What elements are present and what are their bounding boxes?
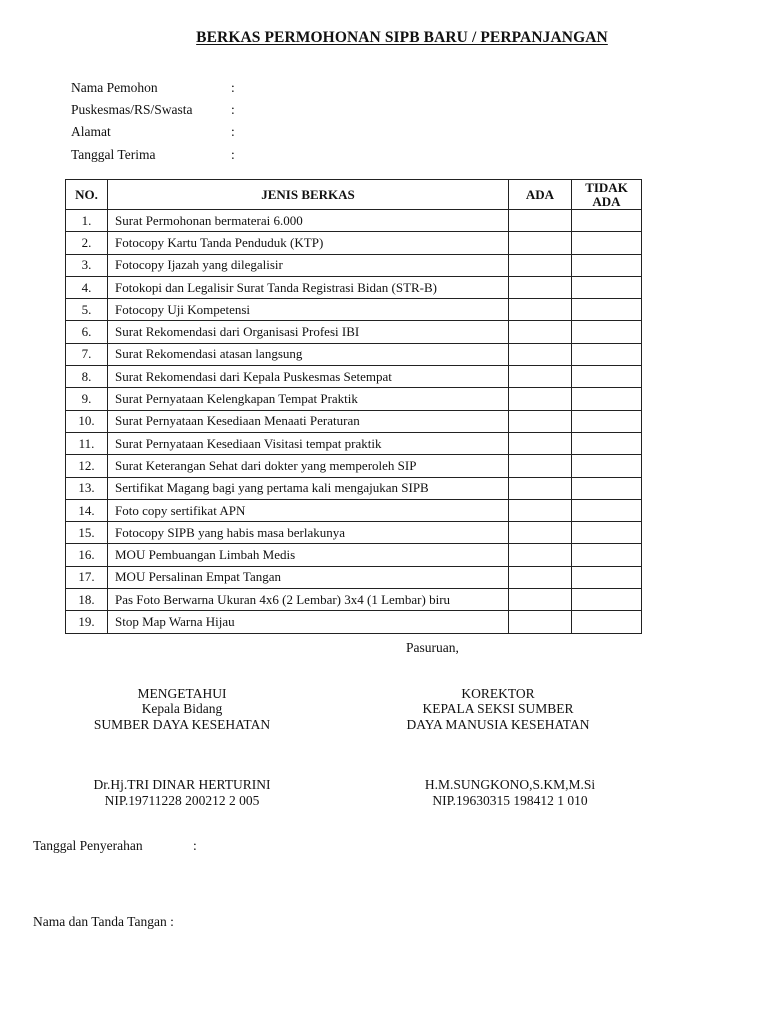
table-row bbox=[66, 299, 642, 321]
row-ada-checkbox-cell[interactable] bbox=[509, 589, 572, 611]
row-number: 6. bbox=[66, 321, 108, 343]
row-tidak-ada-checkbox-cell[interactable] bbox=[572, 499, 642, 521]
row-jenis-berkas: Surat Permohonan bermaterai 6.000 bbox=[108, 210, 509, 232]
row-ada-checkbox-cell[interactable] bbox=[509, 477, 572, 499]
field-separator: : bbox=[231, 102, 235, 117]
row-number: 16. bbox=[66, 544, 108, 566]
row-number: 7. bbox=[66, 343, 108, 365]
field-label: Tanggal Terima bbox=[71, 147, 156, 162]
row-ada-checkbox-cell[interactable] bbox=[509, 254, 572, 276]
field-label: Alamat bbox=[71, 124, 111, 139]
row-ada-checkbox-cell[interactable] bbox=[509, 388, 572, 410]
row-jenis-berkas: Pas Foto Berwarna Ukuran 4x6 (2 Lembar) 3x4 (1 Lembar) biru bbox=[108, 589, 509, 611]
left-sign-nip: NIP.19711228 200212 2 005 bbox=[104, 793, 260, 808]
table-row bbox=[66, 589, 642, 611]
row-tidak-ada-checkbox-cell[interactable] bbox=[572, 544, 642, 566]
table-row bbox=[66, 276, 642, 298]
row-tidak-ada-checkbox-cell[interactable] bbox=[572, 299, 642, 321]
row-ada-checkbox-cell[interactable] bbox=[509, 611, 572, 633]
row-ada-checkbox-cell[interactable] bbox=[509, 544, 572, 566]
row-number: 4. bbox=[66, 276, 108, 298]
row-number: 17. bbox=[66, 566, 108, 588]
row-jenis-berkas: Foto copy sertifikat APN bbox=[108, 499, 509, 521]
table-row bbox=[66, 232, 642, 254]
row-number: 5. bbox=[66, 299, 108, 321]
row-ada-checkbox-cell[interactable] bbox=[509, 499, 572, 521]
row-tidak-ada-checkbox-cell[interactable] bbox=[572, 566, 642, 588]
row-tidak-ada-checkbox-cell[interactable] bbox=[572, 522, 642, 544]
row-ada-checkbox-cell[interactable] bbox=[509, 432, 572, 454]
field-separator: : bbox=[231, 124, 235, 139]
row-tidak-ada-checkbox-cell[interactable] bbox=[572, 210, 642, 232]
field-label: Nama Pemohon bbox=[71, 80, 158, 95]
header-jenis-berkas: JENIS BERKAS bbox=[108, 180, 509, 210]
page-title: BERKAS PERMOHONAN SIPB BARU / PERPANJANGAN bbox=[196, 29, 608, 46]
row-number: 8. bbox=[66, 366, 108, 388]
row-tidak-ada-checkbox-cell[interactable] bbox=[572, 455, 642, 477]
row-number: 10. bbox=[66, 410, 108, 432]
row-ada-checkbox-cell[interactable] bbox=[509, 210, 572, 232]
row-number: 11. bbox=[66, 432, 108, 454]
row-number: 14. bbox=[66, 499, 108, 521]
field-separator: : bbox=[231, 80, 235, 95]
tanggal-penyerahan-field bbox=[33, 838, 197, 854]
row-jenis-berkas: Surat Keterangan Sehat dari dokter yang memperoleh SIP bbox=[108, 455, 509, 477]
table-row bbox=[66, 388, 642, 410]
row-tidak-ada-checkbox-cell[interactable] bbox=[572, 366, 642, 388]
row-jenis-berkas: MOU Pembuangan Limbah Medis bbox=[108, 544, 509, 566]
header-ada: ADA bbox=[509, 180, 572, 210]
nama-tanda-tangan-label: Nama dan Tanda Tangan : bbox=[33, 914, 174, 929]
row-jenis-berkas: Surat Rekomendasi dari Kepala Puskesmas Setempat bbox=[108, 366, 509, 388]
table-row bbox=[66, 611, 642, 633]
row-jenis-berkas: Surat Pernyataan Kesediaan Visitasi tempat praktik bbox=[108, 432, 509, 454]
row-jenis-berkas: Surat Rekomendasi atasan langsung bbox=[108, 343, 509, 365]
row-tidak-ada-checkbox-cell[interactable] bbox=[572, 388, 642, 410]
row-tidak-ada-checkbox-cell[interactable] bbox=[572, 589, 642, 611]
row-number: 3. bbox=[66, 254, 108, 276]
field-alamat bbox=[71, 124, 235, 140]
row-jenis-berkas: Stop Map Warna Hijau bbox=[108, 611, 509, 633]
row-jenis-berkas: Sertifikat Magang bagi yang pertama kali mengajukan SIPB bbox=[108, 477, 509, 499]
row-number: 12. bbox=[66, 455, 108, 477]
row-tidak-ada-checkbox-cell[interactable] bbox=[572, 276, 642, 298]
row-ada-checkbox-cell[interactable] bbox=[509, 343, 572, 365]
tanggal-penyerahan-label: Tanggal Penyerahan bbox=[33, 838, 143, 853]
right-sign-line3: DAYA MANUSIA KESEHATAN bbox=[406, 717, 590, 732]
row-number: 1. bbox=[66, 210, 108, 232]
row-ada-checkbox-cell[interactable] bbox=[509, 232, 572, 254]
row-ada-checkbox-cell[interactable] bbox=[509, 276, 572, 298]
row-ada-checkbox-cell[interactable] bbox=[509, 522, 572, 544]
row-number: 9. bbox=[66, 388, 108, 410]
row-tidak-ada-checkbox-cell[interactable] bbox=[572, 343, 642, 365]
table-row bbox=[66, 366, 642, 388]
row-ada-checkbox-cell[interactable] bbox=[509, 366, 572, 388]
header-tidak-ada: TIDAK ADA bbox=[572, 180, 642, 210]
table-row bbox=[66, 544, 642, 566]
table-row bbox=[66, 410, 642, 432]
right-sign-line2: KEPALA SEKSI SUMBER bbox=[422, 701, 574, 716]
table-row bbox=[66, 455, 642, 477]
row-number: 18. bbox=[66, 589, 108, 611]
right-sign-name: H.M.SUNGKONO,S.KM,M.Si bbox=[424, 777, 596, 792]
right-sign-nip: NIP.19630315 198412 1 010 bbox=[432, 793, 588, 808]
table-row bbox=[66, 210, 642, 232]
row-jenis-berkas: Fotocopy Kartu Tanda Penduduk (KTP) bbox=[108, 232, 509, 254]
left-sign-line1: MENGETAHUI bbox=[137, 686, 227, 701]
row-jenis-berkas: Fotocopy Uji Kompetensi bbox=[108, 299, 509, 321]
row-number: 13. bbox=[66, 477, 108, 499]
tanggal-penyerahan-separator: : bbox=[193, 838, 197, 853]
row-tidak-ada-checkbox-cell[interactable] bbox=[572, 477, 642, 499]
table-row bbox=[66, 566, 642, 588]
row-ada-checkbox-cell[interactable] bbox=[509, 321, 572, 343]
row-jenis-berkas: Fotocopy Ijazah yang dilegalisir bbox=[108, 254, 509, 276]
left-sign-line2: Kepala Bidang bbox=[141, 701, 223, 716]
row-jenis-berkas: Fotocopy SIPB yang habis masa berlakunya bbox=[108, 522, 509, 544]
row-tidak-ada-checkbox-cell[interactable] bbox=[572, 232, 642, 254]
row-jenis-berkas: Surat Rekomendasi dari Organisasi Profesi IBI bbox=[108, 321, 509, 343]
row-ada-checkbox-cell[interactable] bbox=[509, 566, 572, 588]
row-jenis-berkas: Fotokopi dan Legalisir Surat Tanda Registrasi Bidan (STR-B) bbox=[108, 276, 509, 298]
left-sign-name: Dr.Hj.TRI DINAR HERTURINI bbox=[93, 777, 271, 792]
berkas-table bbox=[65, 179, 642, 634]
field-tanggal-terima bbox=[71, 147, 235, 163]
row-tidak-ada-checkbox-cell[interactable] bbox=[572, 321, 642, 343]
row-tidak-ada-checkbox-cell[interactable] bbox=[572, 611, 642, 633]
row-tidak-ada-checkbox-cell[interactable] bbox=[572, 254, 642, 276]
table-row bbox=[66, 343, 642, 365]
row-number: 15. bbox=[66, 522, 108, 544]
table-row bbox=[66, 432, 642, 454]
field-nama-pemohon bbox=[71, 80, 235, 96]
row-ada-checkbox-cell[interactable] bbox=[509, 455, 572, 477]
field-separator: : bbox=[231, 147, 235, 162]
row-jenis-berkas: MOU Persalinan Empat Tangan bbox=[108, 566, 509, 588]
field-label: Puskesmas/RS/Swasta bbox=[71, 102, 193, 117]
table-row bbox=[66, 522, 642, 544]
table-row bbox=[66, 499, 642, 521]
row-jenis-berkas: Surat Pernyataan Kesediaan Menaati Peraturan bbox=[108, 410, 509, 432]
table-row bbox=[66, 321, 642, 343]
row-tidak-ada-checkbox-cell[interactable] bbox=[572, 432, 642, 454]
row-jenis-berkas: Surat Pernyataan Kelengkapan Tempat Praktik bbox=[108, 388, 509, 410]
row-ada-checkbox-cell[interactable] bbox=[509, 299, 572, 321]
right-sign-line1: KOREKTOR bbox=[461, 686, 535, 701]
field-puskesmas bbox=[71, 102, 235, 118]
left-sign-line3: SUMBER DAYA KESEHATAN bbox=[93, 717, 271, 732]
table-row bbox=[66, 254, 642, 276]
row-number: 19. bbox=[66, 611, 108, 633]
place-label: Pasuruan, bbox=[406, 640, 459, 655]
row-tidak-ada-checkbox-cell[interactable] bbox=[572, 410, 642, 432]
row-ada-checkbox-cell[interactable] bbox=[509, 410, 572, 432]
header-no: NO. bbox=[66, 180, 108, 210]
table-row bbox=[66, 477, 642, 499]
row-number: 2. bbox=[66, 232, 108, 254]
